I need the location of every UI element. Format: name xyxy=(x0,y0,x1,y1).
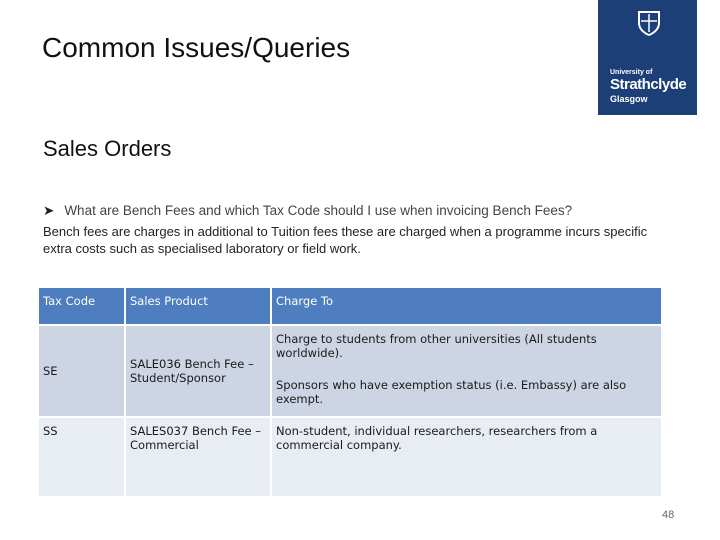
cell-charge-to: Non-student, individual researchers, researchers from a commercial company. xyxy=(271,417,662,497)
logo-line-university: University of xyxy=(610,69,653,76)
description-paragraph: Bench fees are charges in additional to Tuition fees these are charged when a programme incurs specific extra costs such as specialised laboratory or field work. xyxy=(43,224,648,256)
logo-line-glasgow: Glasgow xyxy=(610,94,648,104)
question-bullet xyxy=(43,203,572,219)
crest-icon xyxy=(636,10,662,36)
logo-line-strathclyde: Strathclyde xyxy=(610,76,687,93)
table-row xyxy=(38,417,662,497)
charge-to-text: Charge to students from other universities (All students worldwide). xyxy=(276,332,597,360)
table-row xyxy=(38,325,662,417)
question-text: What are Bench Fees and which Tax Code should I use when invoicing Bench Fees? xyxy=(64,203,573,218)
header-tax-code: Tax Code xyxy=(38,287,125,325)
charge-to-text: Sponsors who have exemption status (i.e. Embassy) are also exempt. xyxy=(276,378,627,406)
cell-charge-to xyxy=(271,325,662,417)
header-charge-to: Charge To xyxy=(271,287,662,325)
header-sales-product: Sales Product xyxy=(125,287,271,325)
section-subtitle: Sales Orders xyxy=(43,136,172,161)
page-number: 48 xyxy=(662,509,675,521)
university-logo xyxy=(598,0,697,115)
cell-sales-product: SALES037 Bench Fee – Commercial xyxy=(125,417,271,497)
cell-sales-product: SALE036 Bench Fee – Student/Sponsor xyxy=(125,325,271,417)
arrow-bullet-icon: ➤ xyxy=(43,203,55,218)
tax-code-table xyxy=(37,286,663,498)
cell-tax-code: SS xyxy=(38,417,125,497)
slide-title: Common Issues/Queries xyxy=(42,32,351,63)
table-header-row xyxy=(38,287,662,325)
cell-tax-code: SE xyxy=(38,325,125,417)
